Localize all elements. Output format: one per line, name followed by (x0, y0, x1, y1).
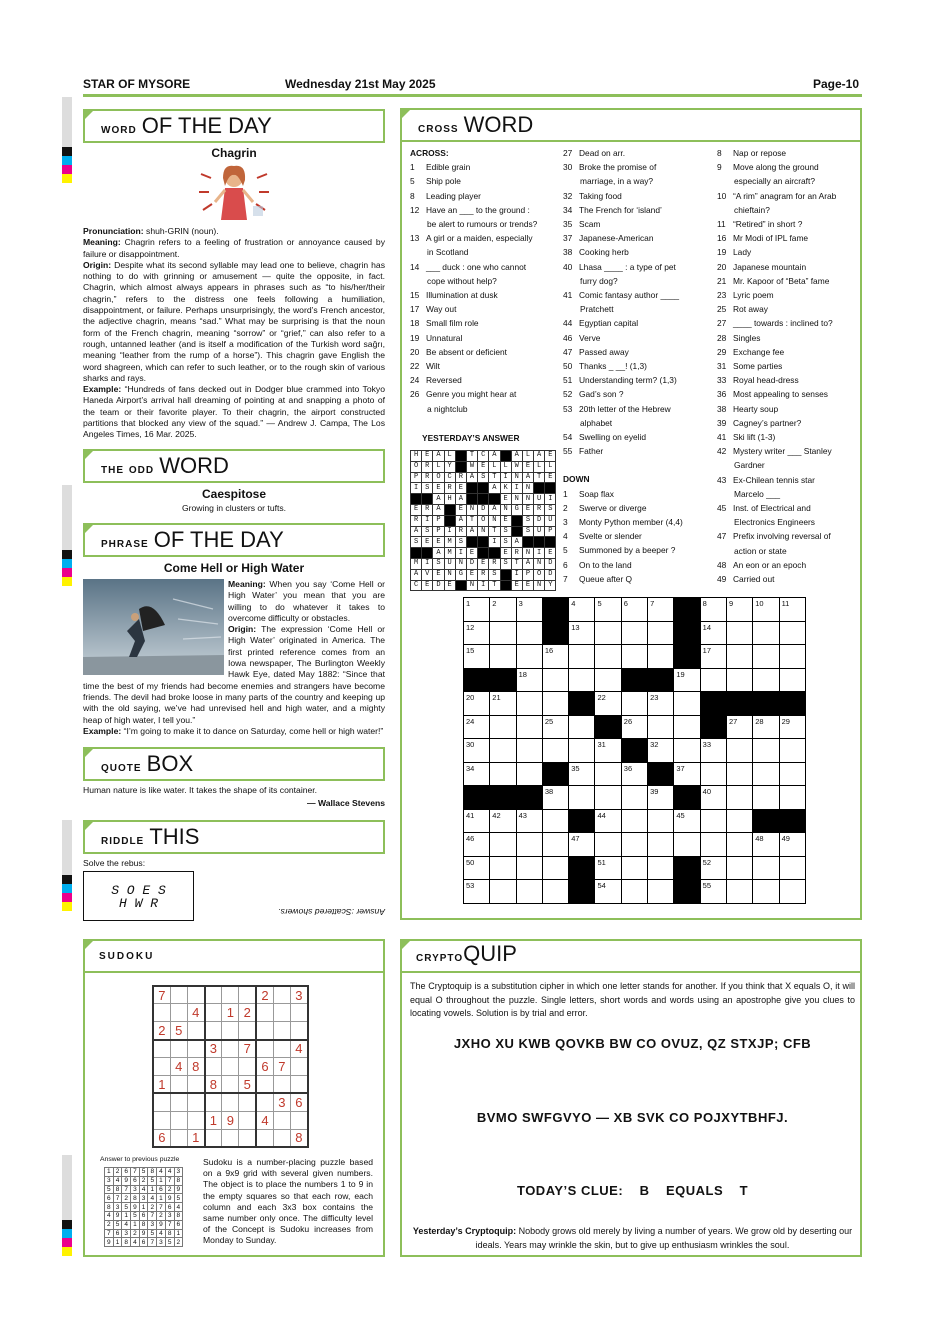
reg-strip (62, 1155, 72, 1220)
word-of-day-title: word OF THE DAY (83, 109, 385, 143)
crossword-title: cross WORD (400, 108, 862, 142)
riddle-prompt: Solve the rebus: (83, 858, 146, 868)
previous-sudoku-answer: 1 2 6 7 5 8 4 4 3 3 4 9 6 2 5 1 7 8 5 8 7 3 4 1 6 2 9 6 7 2 8 3 4 1 9 5 8 3 5 9 1 2 7 6 4 4 9 1 5 6 7 2 3 8 2 5 4 1 8 3 9 7 6 7 6 3 2 9 5 4 8 1 9 1 8 4 6 7 3 5 2 (104, 1167, 183, 1247)
odd-word-definition: Growing in clusters or tufts. (181, 503, 287, 513)
reg-cyan (62, 156, 72, 165)
frustrated-woman-illustration (193, 162, 275, 224)
reg-yellow (62, 1247, 72, 1256)
reg-magenta (62, 568, 72, 577)
cryptoquip-title: cryptoQUIP (400, 939, 862, 973)
cryptoquip-intro: The Cryptoquip is a substitution cipher in which one letter stands for another. If you think that X equals O, it will equal O throughout the puzzle. Single letters, short words and words using an apostrophe give you clues to locating vowels. Solution is by trial and error. (410, 981, 855, 1018)
reg-strip (62, 485, 72, 550)
reg-cyan (62, 884, 72, 893)
reg-yellow (62, 577, 72, 586)
reg-magenta (62, 893, 72, 902)
word-of-day: Chagrin (211, 146, 257, 160)
rebus-line-2: H W R (118, 896, 158, 911)
quote-author: — Wallace Stevens (306, 798, 385, 808)
issue-date: Wednesday 21st May 2025 (285, 77, 436, 91)
phrase-title: phrase OF THE DAY (83, 523, 385, 557)
across-clues-2: 27 Dead on arr. 30 Broke the promise of marriage, in a way? 32 Taking food 34 The French for ‘island’ 35 Scam 37 Japanese-American 38 Cooking herb 40 Lhasa ____ : a type of pet furry dog? 41 Comic fantasy author ____ Pratchett 44 Egyptian capital 46 Verve 47 Passed away 50 Thanks _ __! (1,3) 51 Understanding term? (1,3) 52 Gad’s son ? 53 20th letter of the Hebrew alphabet 54 Swelling on eyelid 55 Father DOWN 1 Soap flax 2 Swerve or diverge 3 Monty Python member (4,4) 4 Svelte or slender 5 Summoned by a beeper ? 6 On to the land 7 Queue after Q (563, 148, 683, 584)
todays-clue: TODAY’S CLUE: B EQUALS T (516, 1183, 749, 1198)
reg-yellow (62, 174, 72, 183)
quote-title: quote BOX (83, 747, 385, 781)
reg-black (62, 147, 72, 156)
yesterday-answer-heading: YESTERDAY’S ANSWER (422, 433, 520, 443)
down-clues: 8 Nap or repose 9 Move along the ground especially an aircraft? 10 “A rim” anagram for an Arab chieftain? 11 “Retired” in short ? 16 Mr Modi of IPL fame 19 Lady 20 Japanese mountain 21 Mr. Kapoor of “Beta” fame 23 Lyric poem 25 Rot away 27 ____ towards : inclined to? 28 Singles 29 Exchange fee 31 Some parties 33 Royal head-dress 36 Most appealing to senses 38 Hearty soup 39 Cagney’s partner? 41 Ski lift (1-3) 42 Mystery writer ___ Stanley Gardner 43 Ex-Chilean tennis star Marcelo ___ 45 Inst. of Electrical and Electronics Engineers 47 Prefix involving reversal of action or state 48 An eon or an epoch 49 Carried out (717, 148, 837, 585)
across-clues-1: ACROSS: 1 Edible grain 5 Ship pole 8 Leading player 12 Have an ___ to the ground : be alert to rumours or trends? 13 A girl or a maiden, especially in Scotland 14 ___ duck : one who cannot cope without help? 15 Illumination at dusk 17 Way out 18 Small film role 19 Unnatural 20 Be absent or deficient 22 Wilt 24 Reversed 26 Genre you might hear at a nightclub (410, 148, 538, 414)
reg-black (62, 550, 72, 559)
page-number: Page-10 (813, 77, 860, 91)
reg-black (62, 1220, 72, 1229)
reg-strip (62, 820, 72, 875)
yesterday-cryptoquip: Yesterday’s Cryptoquip: Nobody grows old merely by living a number of years. We grow old by deserting our ideals. Years may wrinkle the skin, but to give up enthusiasm wrinkles the soul. (412, 1226, 853, 1250)
cipher-line-1: JXHO XU KWB QOVKB BW CO OVUZ, QZ STXJP; CFB (453, 1036, 812, 1051)
riddle-answer-upside-down: Answer :Scattered showers. (278, 907, 385, 917)
reg-magenta (62, 1238, 72, 1247)
phrase: Come Hell or High Water (163, 561, 305, 575)
yesterday-crossword-grid: H E A L T C A A L A E O R L Y W E L L W E L L P R O C R A S T I N A T E I S E R E A K I N A H A E N N U I E R A E N D A N G E R S R I P A T O N E S D U A S P I R A N T S S U P S E E M S I S A A M I E E R N I E M I S U N D E R S T A N D A V E N G E R S I P O D C E D E N I T E E N Y (410, 450, 556, 591)
rebus-line-1: S O E S (111, 883, 166, 898)
riddle-title: riddle THIS (83, 820, 385, 854)
sudoku-description: Sudoku is a number-placing puzzle based on a 9x9 grid with several given numbers. The object is to place the numbers 1 to 9 in the empty squares so that each row, each column and each 3x3 box contains the same number only once. The difficulty level of the Concept is Sudoku increases from Monday to Sunday. (203, 1157, 373, 1246)
previous-sudoku-heading: Answer to previous puzzle (100, 1156, 180, 1163)
odd-word: Caespitose (201, 487, 267, 501)
reg-cyan (62, 1229, 72, 1238)
crossword-grid[interactable]: 1 2 3 4 5 6 7 8 9 10 11 12 13 14 15 16 17 18 19 20 21 22 23 24 25 26 27 28 29 30 31 32 33 34 35 36 37 38 39 40 41 42 43 44 45 46 47 48 49 50 51 52 53 54 55 (463, 597, 806, 904)
reg-cyan (62, 559, 72, 568)
word-of-day-body: Pronunciation: shuh-GRIN (noun). Meaning: Chagrin refers to a feeling of frustration or annoyance caused by failure or disappointment. Origin: Despite what its second syllable may lead one to believe, chagrin has nothing to do with grinning or amusement — quite the opposite, in fact. Chagrin, which almost always appears in phrases such as “to his/her/their chagrin,” refers to the distress one feels following a humiliation, disappointment, or failure. Perhaps unsurprisingly, the word’s French ancestor, the adjective chagrin, means “sad.” What may be surprising is that the noun form of the French chagrin, meaning “sorrow” or “grief,” can also refer to a rough, untanned leather (and is itself a modification of the Turkish word sağrı, meaning “leather from the rump of a horse”). This chagrin gave English the word shagreen, which can refer to such leather, or to the rough skin of various sharks and rays. Example: “Hundreds of fans decked out in Dodger blue crammed into Tokyo Haneda Airport’s arrival hall dreaming of pointing at and snapping a photo of the team or their favorite player. To their chagrin, the airport constructed partitions that blocked any view of the squad.” — Andrew J. Campa, The Los Angeles Times, 16 Mar. 2025. (83, 226, 385, 440)
reg-yellow (62, 902, 72, 911)
quote-text: Human nature is like water. It takes the shape of its container. (83, 785, 318, 795)
sudoku-title: sudoku (83, 939, 385, 973)
reg-strip (62, 97, 72, 147)
sudoku-grid[interactable]: 7 2 3 4 1 2 2 5 3 7 4 4 8 6 7 1 8 5 3 6 1 9 4 6 1 8 (152, 985, 309, 1148)
reg-black (62, 875, 72, 884)
reg-magenta (62, 165, 72, 174)
paper-name: STAR OF MYSORE (83, 77, 191, 91)
phrase-body: Meaning: When you say ‘Come Hell or High Water’ you mean that you are willing to do whatever it takes to overcome difficulty or obstacles. Origin: The expression ‘Come Hell or High Water’ originated in America. The first printed reference comes from an Iowa newspaper, The Burlington Weekly Hawk Eye, dated May 1882: “Since that time the best of my friends had become enemies and strangers have become friends. The devil had broke loose in many parts of the country and keeping up with the old saying, we’ve had unrevised hell and high water, and a mighty heap of high water, I tell you.” Example: “I’m going to make it to dance on Saturday, come hell or high water!” (83, 579, 385, 736)
cipher-line-2: BVMO SWFGVYO — XB SVK CO POJXYTBHFJ. (476, 1110, 789, 1125)
rebus-box (83, 871, 194, 921)
header-rule (83, 94, 862, 97)
odd-word-title: the odd WORD (83, 449, 385, 483)
